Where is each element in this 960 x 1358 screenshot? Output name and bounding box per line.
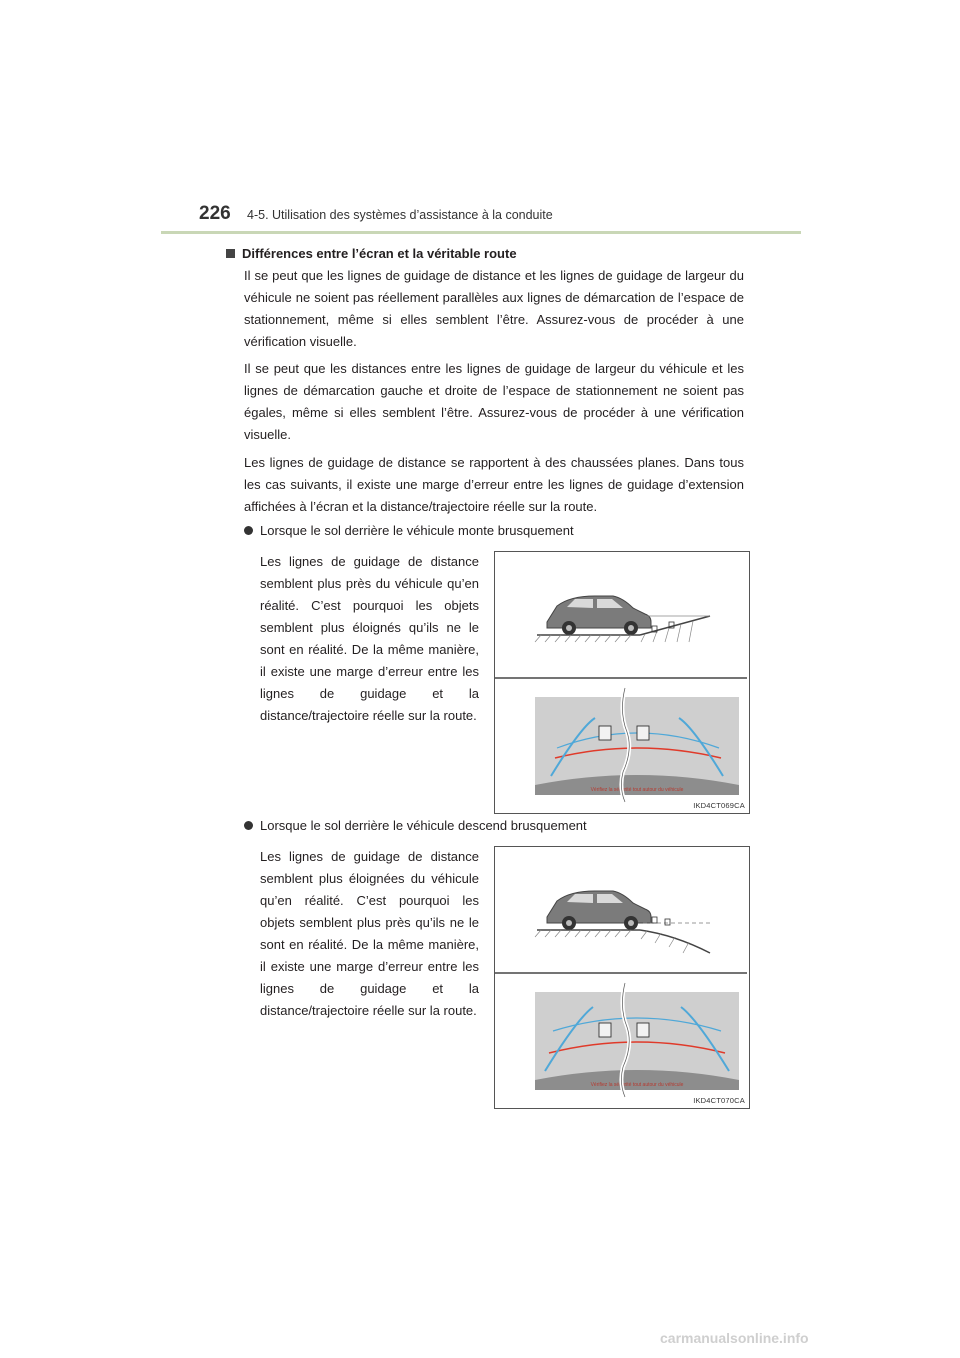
uphill-illustration (495, 552, 749, 813)
square-bullet-icon (226, 249, 235, 258)
header-rule (161, 231, 801, 234)
figure-code: IKD4CT069CA (693, 801, 745, 810)
bullet-dot-icon (244, 821, 253, 830)
case-description: Les lignes de guidage de distance semblent plus près du véhicule qu’en réalité. C’est pourquoi les objets semblent plus éloignés qu’ils ne le sont en réalité. De la même manière, il existe une marge d’erreur entre les lignes de guidage et la distance/trajectoire réelle sur la route. (260, 554, 479, 723)
figure-uphill (494, 551, 750, 814)
bullet-item (244, 523, 574, 538)
figure-code: IKD4CT070CA (693, 1096, 745, 1105)
svg-text:Vérifiez la sécurité tout auto: Vérifiez la sécurité tout autour du véhicule (590, 787, 684, 793)
case-description: Les lignes de guidage de distance semblent plus éloignées du véhicule qu’en réalité. C’est pourquoi les objets semblent plus près qu’ils ne le sont en réalité. De la même manière, il existe une marge d’erreur entre les lignes de guidage et la distance/trajectoire réelle sur la route. (260, 849, 479, 1018)
figure-downhill (494, 846, 750, 1109)
svg-text:Vérifiez la sécurité tout auto: Vérifiez la sécurité tout autour du véhicule (590, 1082, 684, 1088)
paragraph: Il se peut que les lignes de guidage de distance et les lignes de guidage de largeur du véhicule ne soient pas réellement parallèles aux lignes de démarcation de l’espace de stationnement, même si elles semblent l’être. Assurez-vous de procéder à une vérification visuelle. (244, 268, 744, 349)
bullet-text: Lorsque le sol derrière le véhicule descend brusquement (260, 818, 587, 833)
bullet-text: Lorsque le sol derrière le véhicule monte brusquement (260, 523, 574, 538)
downhill-illustration (495, 847, 749, 1108)
car-side-view-icon (547, 891, 651, 930)
section-heading-text: Différences entre l’écran et la véritable route (242, 246, 517, 261)
header-title: 4-5. Utilisation des systèmes d’assistance à la conduite (247, 208, 553, 222)
section-heading (226, 246, 517, 261)
paragraph: Il se peut que les distances entre les lignes de guidage de largeur du véhicule et les lignes de démarcation gauche et droite de l’espace de stationnement ne soient pas égales, même si elles semblent l’être. Assurez-vous de procéder à une vérification visuelle. (244, 361, 744, 442)
page-number: 226 (199, 203, 231, 224)
bullet-item (244, 818, 587, 833)
car-side-view-icon (547, 596, 651, 635)
watermark: carmanualsonline.info (660, 1330, 809, 1346)
bullet-dot-icon (244, 526, 253, 535)
paragraph: Les lignes de guidage de distance se rapportent à des chaussées planes. Dans tous les cas suivants, il existe une marge d’erreur entre les lignes de guidage d’extension affichées à l’écran et la distance/trajectoire réelle sur la route. (244, 455, 744, 514)
